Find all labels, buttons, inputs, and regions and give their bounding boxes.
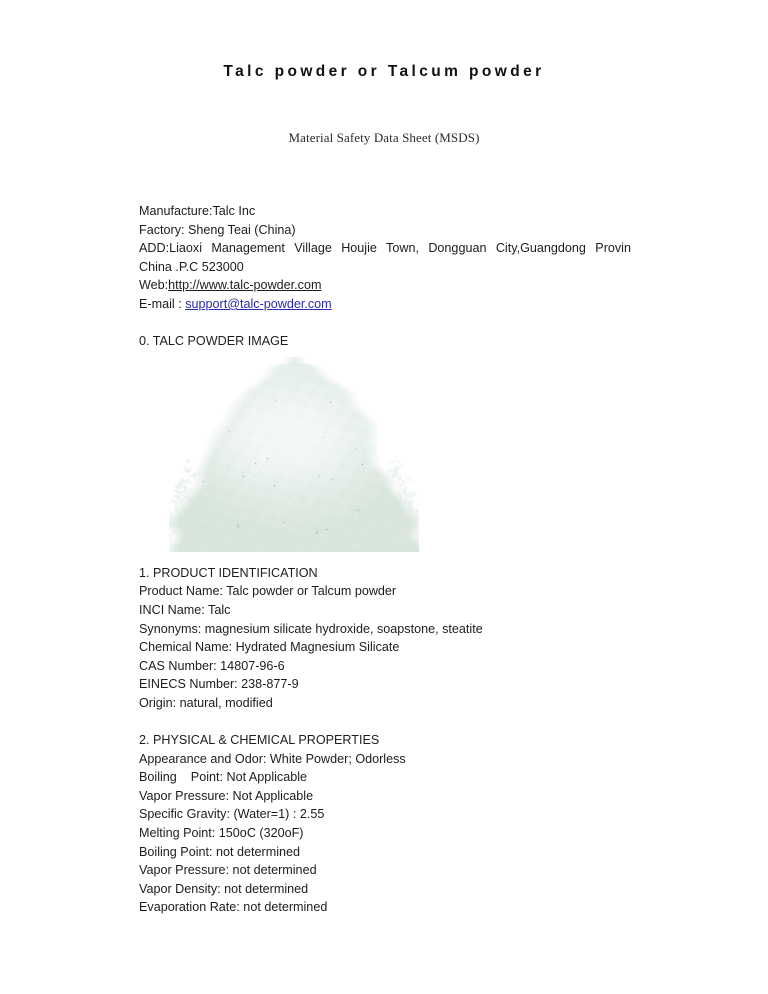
product-name-row: Product Name: Talc powder or Talcum powder	[139, 584, 397, 599]
evaporation-rate-row: Evaporation Rate: not determined	[139, 900, 328, 915]
einecs-number-row: EINECS Number: 238-877-9	[139, 677, 299, 692]
appearance-odor-row: Appearance and Odor: White Powder; Odorless	[139, 751, 406, 766]
spacer	[139, 713, 631, 732]
section-heading-physical-chemical: 2. PHYSICAL & CHEMICAL PROPERTIES	[139, 733, 380, 748]
spacer	[139, 314, 631, 333]
section-heading-product-identification: 1. PRODUCT IDENTIFICATION	[139, 565, 318, 580]
talc-powder-image	[169, 356, 419, 552]
email-line	[139, 295, 631, 314]
website-link[interactable]: http://www.talc-powder.com	[168, 278, 322, 293]
address-line: ADD:Liaoxi Management Village Houjie Town, Dongguan City,Guangdong Provin	[139, 241, 631, 256]
manufacture-line: Manufacture:Talc Inc	[139, 204, 256, 218]
melting-point-row: Melting Point: 150oC (320oF)	[139, 826, 304, 841]
cas-number-row: CAS Number: 14807-96-6	[139, 658, 285, 673]
inci-name-row: INCI Name: Talc	[139, 602, 231, 617]
vapor-pressure-na-row: Vapor Pressure: Not Applicable	[139, 788, 314, 803]
talc-powder-photo	[169, 356, 419, 552]
origin-row: Origin: natural, modified	[139, 695, 273, 710]
email-link[interactable]: support@talc-powder.com	[185, 296, 332, 311]
specific-gravity-row: Specific Gravity: (Water=1) : 2.55	[139, 807, 325, 822]
boiling-point-na-row: Boiling Point: Not Applicable	[139, 770, 308, 785]
email-label: E-mail :	[139, 296, 182, 311]
website-line	[139, 276, 631, 295]
website-label: Web:	[139, 278, 169, 293]
address-line-2: China .P.C 523000	[139, 259, 244, 274]
vapor-density-row: Vapor Density: not determined	[139, 881, 309, 896]
document-subtitle: Material Safety Data Sheet (MSDS)	[288, 130, 480, 145]
synonyms-row: Synonyms: magnesium silicate hydroxide, soapstone, steatite	[139, 621, 483, 636]
section-heading-image: 0. TALC POWDER IMAGE	[139, 334, 289, 349]
page-title: Talc powder or Talcum powder	[223, 63, 545, 80]
document-body	[139, 202, 631, 917]
vapor-pressure-row: Vapor Pressure: not determined	[139, 863, 317, 878]
spacer	[139, 552, 631, 564]
factory-line: Factory: Sheng Teai (China)	[139, 222, 296, 237]
boiling-point-row: Boiling Point: not determined	[139, 844, 301, 859]
chemical-name-row: Chemical Name: Hydrated Magnesium Silicate	[139, 640, 400, 655]
